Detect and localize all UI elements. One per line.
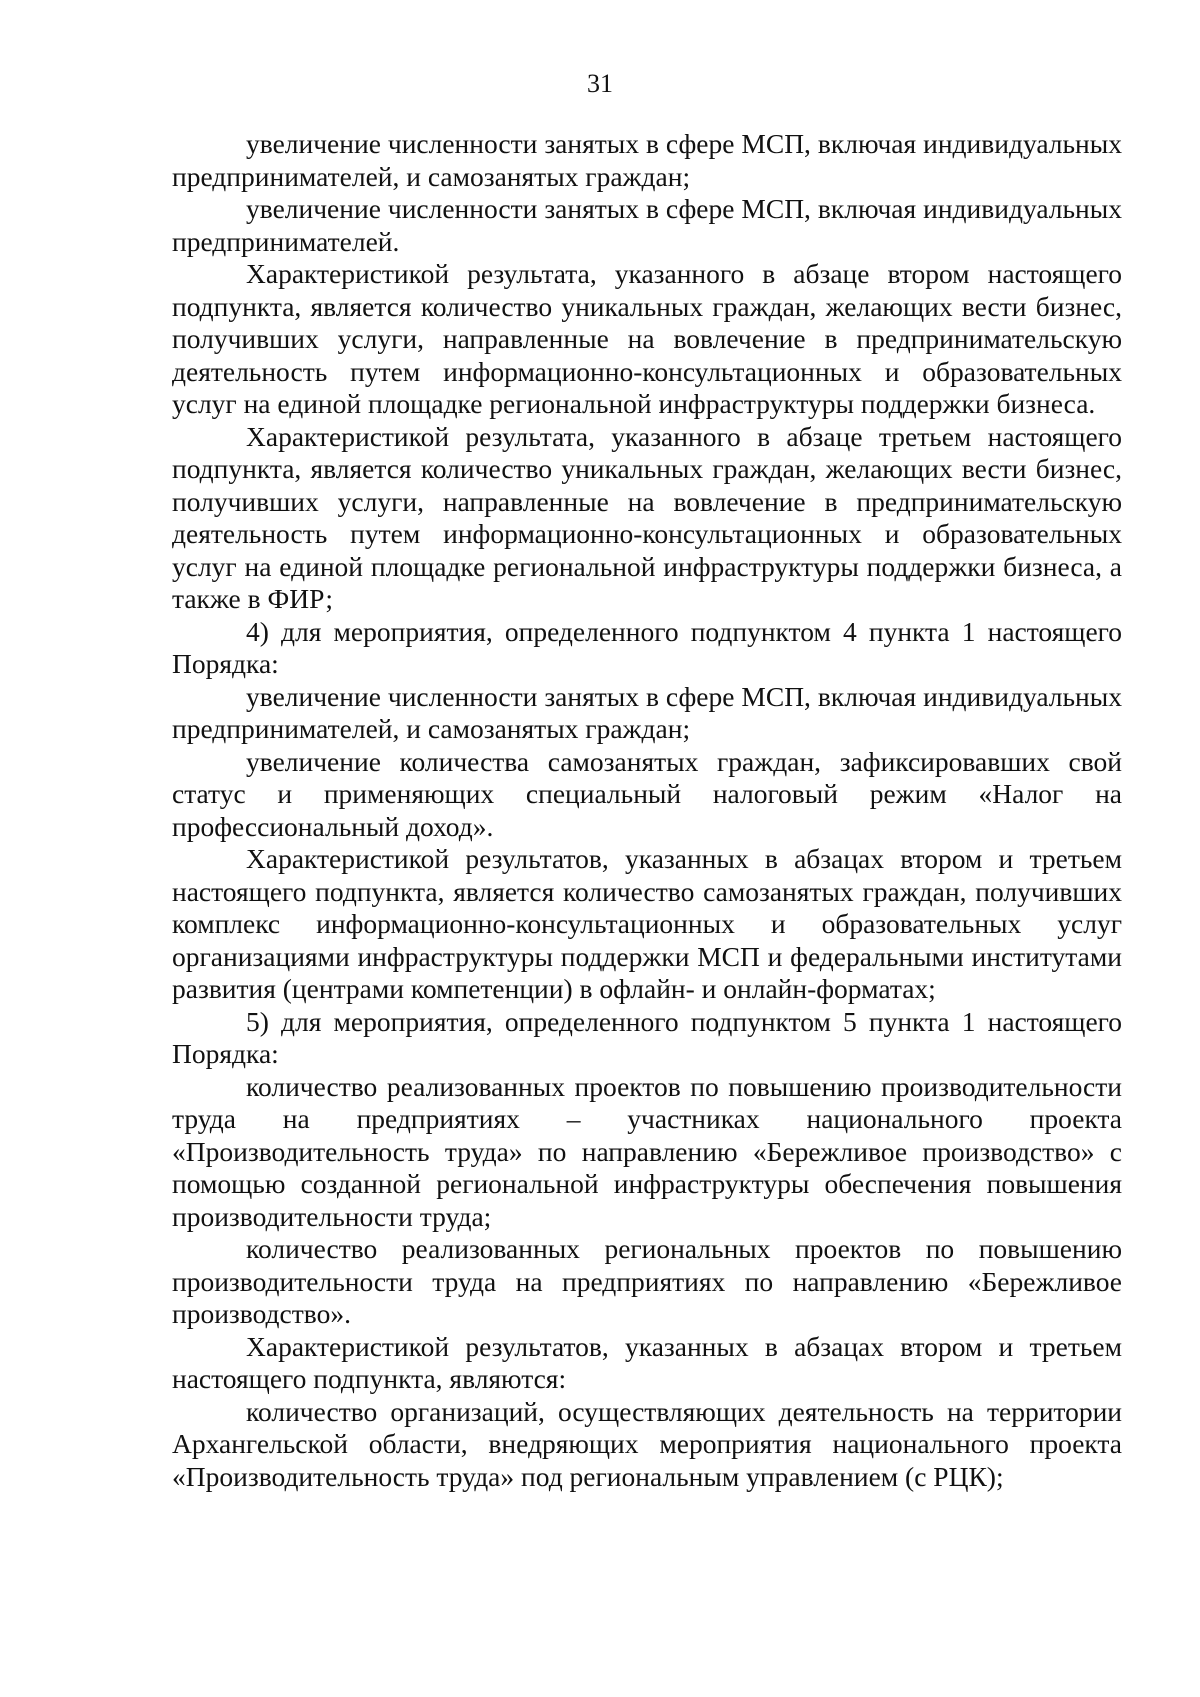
paragraph: Характеристикой результата, указанного в абзаце втором настоящего подпункта, является количество уникальных граждан, желающих вести бизнес, получивших услуги, направленные на вовлечение в предпринимательскую деятельность путем информационно-консультационных и образовательных услуг на единой площадке региональной инфраструктуры поддержки бизнеса.: [172, 258, 1122, 419]
paragraph: Характеристикой результатов, указанных в абзацах втором и третьем настоящего подпункта, является количество самозанятых граждан, получивших комплекс информационно-консультационных и образовательных услуг организациями инфраструктуры поддержки МСП и федеральными институтами развития (центрами компетенции) в офлайн- и онлайн-форматах;: [172, 843, 1122, 1004]
paragraph: 5) для мероприятия, определенного подпунктом 5 пункта 1 настоящего Порядка:: [172, 1005, 1122, 1069]
paragraph: 4) для мероприятия, определенного подпунктом 4 пункта 1 настоящего Порядка:: [172, 615, 1122, 679]
paragraph: количество реализованных региональных проектов по повышению производительности труда на предприятиях по направлению «Бережливое производство».: [172, 1233, 1122, 1329]
paragraph: увеличение численности занятых в сфере МСП, включая индивидуальных предпринимателей.: [172, 193, 1122, 257]
document-body: [172, 128, 1122, 1493]
paragraph: увеличение численности занятых в сфере МСП, включая индивидуальных предпринимателей, и самозанятых граждан;: [172, 128, 1122, 192]
paragraph: увеличение количества самозанятых граждан, зафиксировавших свой статус и применяющих специальный налоговый режим «Налог на профессиональный доход».: [172, 745, 1122, 842]
page-number: 31: [587, 69, 613, 98]
paragraph: Характеристикой результата, указанного в абзаце третьем настоящего подпункта, является количество уникальных граждан, желающих вести бизнес, получивших услуги, направленные на вовлечение в предпринимательскую деятельность путем информационно-консультационных и образовательных услуг на единой площадке региональной инфраструктуры поддержки бизнеса, а также в ФИР;: [172, 420, 1122, 614]
paragraph: увеличение численности занятых в сфере МСП, включая индивидуальных предпринимателей, и самозанятых граждан;: [172, 680, 1122, 744]
paragraph: количество организаций, осуществляющих деятельность на территории Архангельской области, внедряющих мероприятия национального проекта «Производительность труда» под региональным управлением (с РЦК);: [172, 1395, 1122, 1492]
paragraph: количество реализованных проектов по повышению производительности труда на предприятиях – участниках национального проекта «Производительность труда» по направлению «Бережливое производство» с помощью созданной региональной инфраструктуры обеспечения повышения производительности труда;: [172, 1070, 1122, 1232]
paragraph: Характеристикой результатов, указанных в абзацах втором и третьем настоящего подпункта, являются:: [172, 1330, 1122, 1394]
